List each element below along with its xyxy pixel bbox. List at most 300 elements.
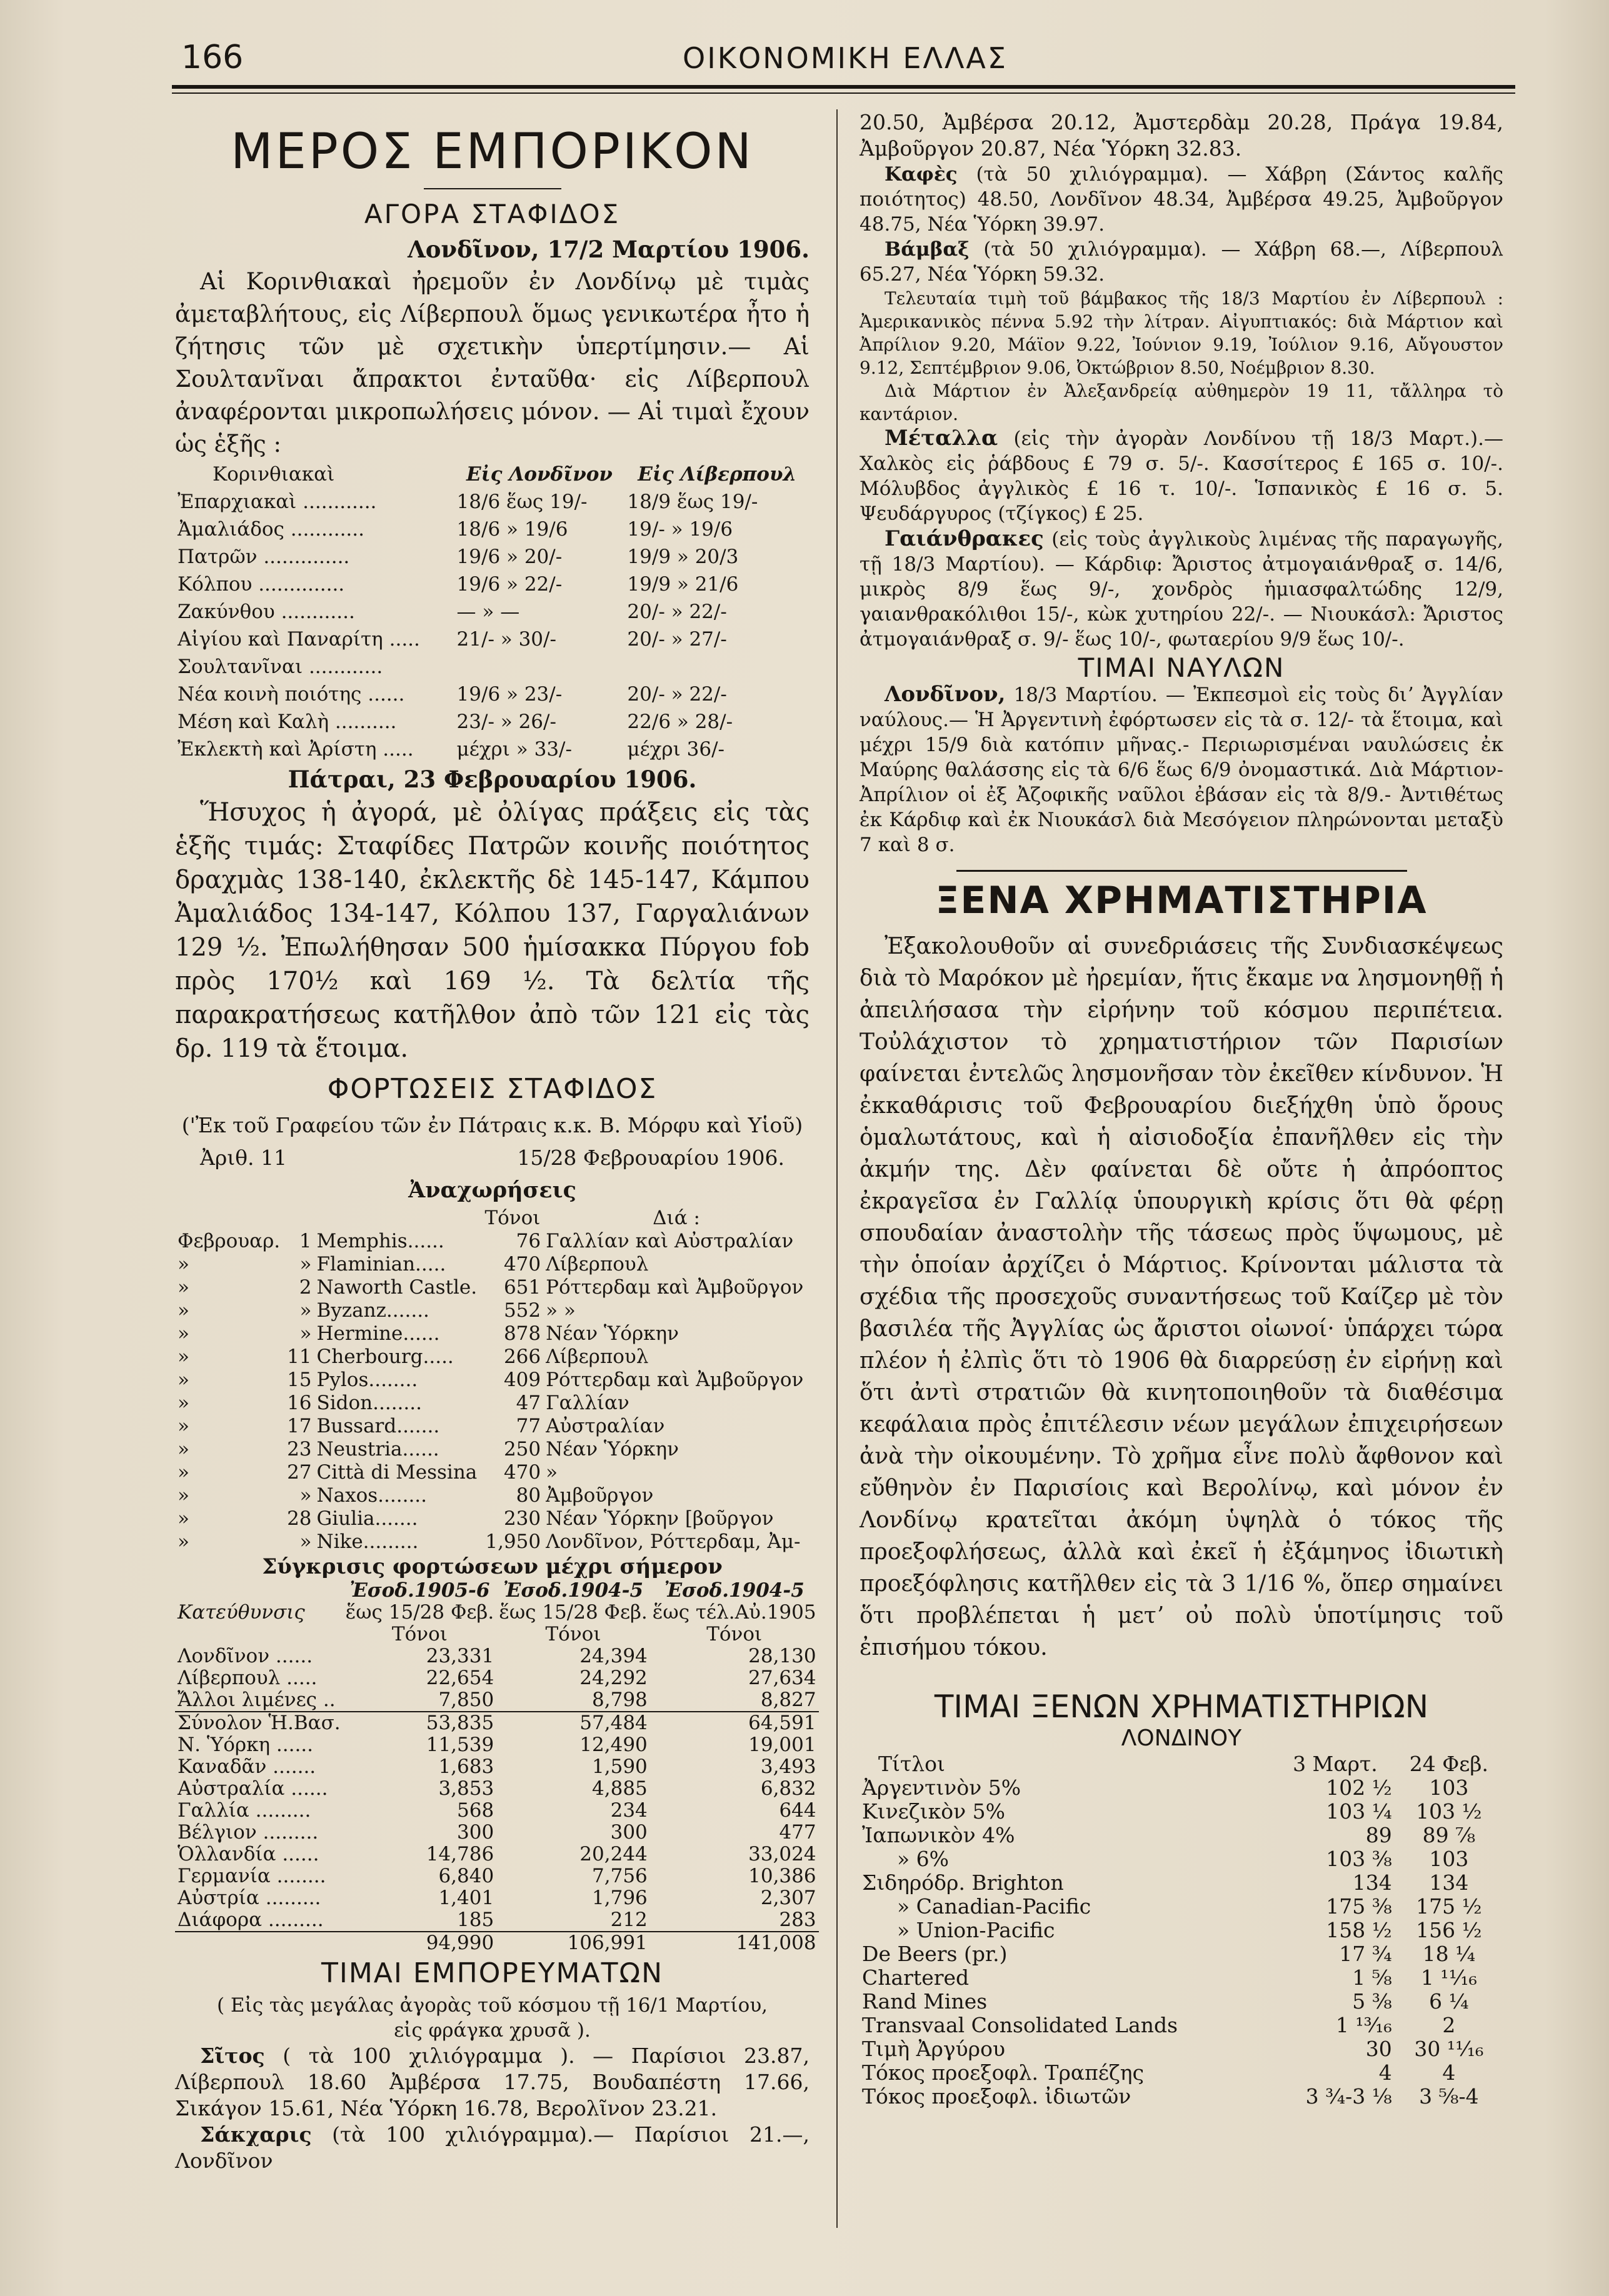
right-column	[860, 109, 1503, 2228]
dep-tons: 77	[516, 1415, 541, 1437]
comparison-years	[175, 1580, 819, 1602]
table-row	[175, 1865, 819, 1887]
comp-val: 1,683	[438, 1755, 494, 1778]
comparison-table	[175, 1580, 819, 1954]
table-row	[175, 1369, 810, 1392]
comp-dest: Λονδῖνον ......	[178, 1645, 313, 1667]
comp-dest: Καναδᾶν .......	[178, 1755, 316, 1778]
bond-price: 30 ¹¹⁄₁₆	[1414, 2037, 1484, 2061]
price-london: 19/6 » 20/-	[456, 546, 563, 568]
dep-day: »	[299, 1484, 312, 1507]
table-row	[175, 1756, 819, 1778]
naulon-label: Λονδῖνον,	[885, 682, 1006, 707]
vamvax-label: Βάμβαξ	[885, 238, 970, 261]
dep-ship: Naxos........	[316, 1484, 428, 1507]
comp-val: 2,307	[760, 1887, 816, 1909]
bond-name: Ἀργεντινὸν 5%	[862, 1775, 1021, 1800]
dep-tons: 47	[516, 1392, 541, 1414]
bond-price: 103 ¼	[1326, 1799, 1392, 1824]
dep-ship: Sidon........	[316, 1392, 422, 1414]
dep-tons: 470	[503, 1253, 541, 1275]
dep-month: »	[178, 1507, 189, 1530]
dep-ship: Giulia.......	[316, 1507, 418, 1530]
dep-ship: Memphis......	[316, 1230, 444, 1252]
table-row	[175, 1276, 810, 1299]
bond-table-header	[860, 1752, 1503, 1776]
table-row	[175, 1800, 819, 1822]
price-variety: Μέση καὶ Καλὴ ..........	[178, 711, 397, 733]
comp-val: 57,484	[496, 1712, 650, 1734]
comparison-subhead-cell: ἕως 15/28 Φεβ.	[499, 1601, 648, 1624]
dep-ship: Città di Messina	[316, 1461, 478, 1484]
comp-val: 477	[779, 1821, 816, 1844]
dep-ship: Cherbourg.....	[316, 1345, 454, 1368]
dep-ship: Bussard.......	[316, 1415, 440, 1437]
table-row	[175, 1253, 810, 1276]
bond-name: Ἰαπωνικὸν 4%	[862, 1823, 1015, 1847]
dep-tons: 76	[516, 1230, 541, 1252]
dep-tons: 80	[516, 1484, 541, 1507]
header-rule-thin	[172, 92, 1515, 94]
bond-price: 18 ¼	[1422, 1942, 1476, 1966]
table-row	[175, 543, 810, 571]
bond-price: 1 ¹³⁄₁₆	[1335, 2013, 1392, 2037]
price-variety: Νέα κοινὴ ποιότης ......	[178, 683, 405, 706]
comp-val: 14,786	[426, 1843, 494, 1865]
bond-name: Τόκος προεξοφλ. ἰδιωτῶν	[862, 2084, 1131, 2109]
price-variety: Ζακύνθου ............	[178, 601, 355, 623]
left-column	[175, 109, 816, 2228]
dep-tons: 250	[503, 1438, 541, 1460]
table-row	[175, 1345, 810, 1369]
kafes-text: (τὰ 50 χιλιόγραμμα). — Χάβρη (Σάντος καλῆς ποιότητος) 48.50, Λονδῖνον 48.34, Ἀμβέρσα 49.25, Ἀμβοῦργον 48.75, Νέα Ὑόρκη 39.97.	[860, 163, 1503, 236]
dep-dest: Ρόττερδαμ καὶ Ἀμβοῦργον	[546, 1369, 804, 1391]
price-head-kind: Κορινθιακαὶ	[213, 463, 335, 486]
comp-dest: Ἄλλοι λιμένες ..	[178, 1689, 336, 1711]
dep-month: »	[178, 1530, 189, 1553]
title-separator	[424, 188, 561, 189]
price-london: 21/- » 30/-	[456, 628, 556, 651]
column-divider	[836, 109, 838, 2228]
section-title: ΜΕΡΟΣ ΕΜΠΟΡΙΚΟΝ	[231, 124, 754, 180]
table-row	[175, 1909, 819, 1932]
anthrakes-text: (εἰς τοὺς ἀγγλικοὺς λιμένας τῆς παραγωγῆς, τῇ 18/3 Μαρτίου). — Κάρδιφ: Ἄριστος ἀτμογαιάνθραξ σ. 14/6, μικρὸς 8/9 ἕως 9/-, χονδρὸς ἡμιασφαλτώδης 12/9, γαιανθρακόλιθοι 15/-, κὼκ χυτηρίου 22/-. — Νιουκάσλ: Ἄριστος ἀτμογαιάνθραξ σ. 9/- ἕως 10/-, φωταερίου 9/9 ἕως 10/-.	[860, 528, 1503, 651]
shipments-title: ΦΟΡΤΩΣΕΙΣ ΣΤΑΦΙΔΟΣ	[327, 1073, 658, 1105]
departures-head-tons: Τόνοι	[484, 1207, 541, 1229]
dep-month: »	[178, 1438, 189, 1460]
dep-dest: Νέαν Ὑόρκην	[546, 1438, 679, 1460]
table-row	[860, 1942, 1503, 1966]
comp-val: 7,756	[592, 1865, 648, 1887]
london-subtitle: ΛΟΝΔΙΝΟΥ	[1121, 1725, 1242, 1751]
kafes-paragraph	[860, 162, 1503, 237]
naulon-text: 18/3 Μαρτίου. — Ἐκπεσμοὶ εἰς τοὺς διʼ Ἀγγλίαν ναύλους.— Ἡ Ἀργεντινὴ ἐφόρτωσεν εἰς τὰ σ. 12/- τὰ ἕτοιμα, καὶ μέχρι 15/9 διὰ κατόπιν μῆνας.- Περιωρισμέναι ναυλώσεις ἐκ Μαύρης θαλάσσης εἰς τὰ 6/6 ἕως 6/9 ὀνομαστικά. Διὰ Μάρτιον-Ἀπρίλιον οἱ ἐξ Ἀζοφικῆς ναῦλοι ἐβάσαν εἰς τὰ 8/9.- Ἀντιθέτως ἐκ Κάρδιφ καὶ ἐκ Νιουκάσλ διὰ Μεσόγειον πληρώνονται μεταξὺ 7 καὶ 8 σ.	[860, 684, 1503, 856]
price-variety: Σουλτανῖναι ............	[178, 656, 383, 678]
comp-total: 141,008	[650, 1932, 819, 1954]
bond-name: Rand Mines	[862, 1989, 988, 2014]
dep-month: »	[178, 1415, 189, 1437]
bond-price: 175 ½	[1416, 1894, 1482, 1919]
shipments-number: Ἀριθ. 11	[200, 1146, 288, 1170]
dep-day: »	[299, 1530, 312, 1553]
comp-val: 300	[457, 1821, 494, 1844]
comp-val: 22,654	[426, 1667, 494, 1689]
comp-val: 10,386	[748, 1865, 816, 1887]
bond-price: 158 ½	[1326, 1918, 1392, 1942]
comparison-year: Ἐσοδ.1904-5	[503, 1579, 644, 1602]
kafes-label: Καφὲς	[885, 163, 958, 186]
table-row	[175, 488, 810, 516]
dep-month: »	[178, 1484, 189, 1507]
comp-dest: Γερμανία ........	[178, 1865, 326, 1887]
dep-month: »	[178, 1322, 189, 1345]
dep-month: »	[178, 1345, 189, 1368]
sitos-label: Σῖτος	[200, 2044, 265, 2068]
page-number: 166	[181, 39, 244, 76]
comp-val: 20,244	[579, 1843, 648, 1865]
price-variety: Ἀμαλιάδος ............	[178, 518, 364, 541]
comp-dest: Γαλλία .........	[178, 1799, 311, 1822]
table-row	[175, 516, 810, 543]
comp-total: 94,990	[343, 1932, 497, 1954]
bond-price: 102 ½	[1326, 1775, 1392, 1800]
table-row	[175, 653, 810, 681]
price-london: 19/6 » 23/-	[456, 683, 563, 706]
table-row	[860, 1776, 1503, 1800]
comp-val: 1,796	[592, 1887, 648, 1909]
dep-tons: 552	[503, 1299, 541, 1322]
dep-day: »	[299, 1299, 312, 1322]
dep-dest: » »	[546, 1299, 576, 1322]
bond-name: » Union-Pacific	[897, 1918, 1055, 1942]
bond-price: 103 ½	[1416, 1799, 1482, 1824]
comp-val: 1,401	[438, 1887, 494, 1909]
departures-title: Ἀναχωρήσεις	[408, 1177, 576, 1203]
bond-price-table	[860, 1752, 1503, 2109]
comparison-year: Ἐσοδ.1904-5	[664, 1579, 804, 1602]
table-row	[175, 598, 810, 626]
comparison-units	[175, 1624, 819, 1645]
comp-val: 23,331	[426, 1645, 494, 1667]
bond-price: 156 ½	[1416, 1918, 1482, 1942]
sakchar-label: Σάκχαρις	[200, 2122, 312, 2147]
sakchar-paragraph	[175, 2122, 810, 2174]
comparison-subhead-cell: ἕως τέλ.Αὐ.1905	[652, 1601, 816, 1624]
comp-val: 212	[610, 1909, 648, 1931]
naulon-paragraph	[860, 682, 1503, 857]
table-row	[175, 1667, 819, 1689]
dep-day: 17	[287, 1415, 312, 1437]
departures-head-dest: Διά :	[653, 1207, 700, 1229]
bond-price: 103	[1429, 1775, 1469, 1800]
price-head-liverpool: Εἰς Λίβερπουλ	[638, 463, 797, 486]
bond-price: 2	[1442, 2013, 1456, 2037]
dep-dest: »	[546, 1461, 558, 1484]
price-liverpool: 19/9 » 20/3	[627, 546, 739, 568]
bond-name: De Beers (pr.)	[862, 1942, 1008, 1966]
table-row	[175, 1230, 810, 1253]
table-row	[860, 1990, 1503, 2014]
comp-val: 4,885	[592, 1777, 648, 1800]
prices-note: ( Εἰς τὰς μεγάλας ἀγορὰς τοῦ κόσμου τῇ 16/1 Μαρτίου, εἰς φράγκα χρυσᾶ ).	[216, 1994, 768, 2042]
comparison-subhead-cell: ἕως 15/28 Φεβ.	[345, 1601, 494, 1624]
patrai-paragraph: Ἥσυχος ἡ ἀγορά, μὲ ὀλίγας πράξεις εἰς τὰς ἑξῆς τιμάς: Σταφίδες Πατρῶν κοινῆς ποιότητος δραχμὰς 138-140, ἐκλεκτῆς δὲ 145-147, Κάμπου Ἀμαλιάδος 134-147, Κόλπου 137, Γαργαλιάνων 129 ½. Ἐπωλήθησαν 500 ἡμίσακκα Πύργου fob πρὸς 170½ καὶ 169 ½. Τὰ δελτία τῆς παρακρατήσεως κατῆλθον ἀπὸ τῶν 121 εἰς τὰς δρ. 119 τὰ ἕτοιμα.	[175, 798, 810, 1063]
bond-price: 134	[1429, 1870, 1469, 1895]
dep-dest: Λίβερπουλ	[546, 1345, 649, 1368]
comp-val: 11,539	[426, 1734, 494, 1756]
dep-day: 27	[287, 1461, 312, 1484]
patrai-dateline: Πάτραι, 23 Φεβρουαρίου 1906.	[288, 766, 697, 793]
bond-price: 89 ⅞	[1422, 1823, 1476, 1847]
table-row	[175, 1689, 819, 1712]
sitos-paragraph	[175, 2043, 810, 2122]
price-liverpool: μέχρι 36/-	[627, 738, 725, 761]
table-row	[175, 1645, 819, 1667]
comp-val: 24,292	[579, 1667, 648, 1689]
prices-title: ΤΙΜΑΙ ΕΜΠΟΡΕΥΜΑΤΩΝ	[321, 1957, 664, 1989]
price-london	[454, 653, 625, 681]
comp-val: 8,827	[760, 1689, 816, 1711]
dep-dest: Νέαν Ὑόρκην [βοῦργον	[546, 1507, 774, 1530]
foreign-bourse-title: ΤΙΜΑΙ ΞΕΝΩΝ ΧΡΗΜΑΤΙΣΤΗΡΙΩΝ	[934, 1689, 1429, 1725]
metalla-paragraph	[860, 426, 1503, 526]
dep-month: »	[178, 1392, 189, 1414]
dep-tons: 878	[503, 1322, 541, 1345]
dep-day: 23	[287, 1438, 312, 1460]
vamvax-paragraph-2: Τελευταία τιμὴ τοῦ βάμβακος τῆς 18/3 Μαρτίου ἐν Λίβερπουλ : Ἀμερικανικὸς πέννα 5.92 τὴν λίτραν. Αἰγυπτιακός: διὰ Μάρτιον καὶ Ἀπρίλιον 9.20, Μάϊον 9.22, Ἰούνιον 9.19, Ἰούλιον 9.16, Αὔγουστον 9.12, Σεπτέμβριον 9.06, Ὀκτώβριον 8.50, Νοέμβριον 8.30.	[860, 288, 1503, 378]
continued-prices: 20.50, Ἀμβέρσα 20.12, Ἀμστερδὰμ 20.28, Πράγα 19.84, Ἀμβοῦργον 20.87, Νέα Ὑόρκη 32.83.	[860, 110, 1503, 161]
bond-name: » 6%	[897, 1847, 950, 1871]
comp-val: 300	[610, 1821, 648, 1844]
dep-dest: Νέαν Ὑόρκην	[546, 1322, 679, 1345]
price-liverpool: 19/- » 19/6	[627, 518, 733, 541]
dep-tons: 1,950	[485, 1530, 541, 1553]
vamvax-text: (τὰ 50 χιλιόγραμμα). — Χάβρη 68.—, Λίβερπουλ 65.27, Νέα Ὑόρκη 59.32.	[860, 238, 1503, 286]
bond-name: Transvaal Consolidated Lands	[862, 2013, 1178, 2037]
price-variety: Ἐκλεκτὴ καὶ Ἀρίστη .....	[178, 738, 414, 761]
comp-val: 1,590	[592, 1755, 648, 1778]
table-row	[860, 1847, 1503, 1871]
table-row	[175, 1507, 810, 1530]
table-row	[175, 708, 810, 736]
comp-val: 3,493	[760, 1755, 816, 1778]
table-row	[860, 2061, 1503, 2085]
dep-ship: Pylos........	[316, 1369, 418, 1391]
comp-val: 19,001	[748, 1734, 816, 1756]
table-row	[175, 1484, 810, 1507]
dep-day: 1	[299, 1230, 312, 1252]
comp-val: 53,835	[343, 1712, 497, 1734]
table-row	[175, 626, 810, 653]
bond-price: 5 ⅜	[1352, 1989, 1392, 2014]
shipments-date: 15/28 Φεβρουαρίου 1906.	[517, 1146, 784, 1170]
bond-price: 134	[1352, 1870, 1392, 1895]
table-row	[175, 1299, 810, 1322]
vamvax-paragraph	[860, 237, 1503, 287]
xena-title: ΞΕΝΑ ΧΡΗΜΑΤΙΣΤΗΡΙΑ	[935, 879, 1428, 922]
comp-dest: Σύνολον Ἡ.Βασ.	[175, 1712, 343, 1734]
table-row	[175, 1734, 819, 1756]
dep-ship: Nike.........	[316, 1530, 419, 1553]
bond-price: 3 ¾-3 ⅛	[1305, 2084, 1392, 2109]
table-row	[175, 1530, 810, 1554]
london-dateline: Λονδῖνον, 17/2 Μαρτίου 1906.	[408, 236, 810, 263]
bond-head-date2: 24 Φεβ.	[1409, 1752, 1488, 1776]
table-row	[860, 1871, 1503, 1895]
table-row	[175, 1844, 819, 1865]
bond-name: » Canadian-Pacific	[897, 1894, 1091, 1919]
comparison-unit: Τόνοι	[545, 1623, 601, 1645]
vamvax-paragraph-3: Διὰ Μάρτιον ἐν Ἀλεξανδρείᾳ αὐθημερὸν 19 11, τἄλληρα τὸ καντάριον.	[860, 381, 1503, 424]
bond-price: 4	[1442, 2060, 1456, 2085]
dep-dest: Αὐστραλίαν	[546, 1415, 665, 1437]
sitos-text: ( τὰ 100 χιλιόγραμμα ). — Παρίσιοι 23.87, Λίβερπουλ 18.60 Ἀμβέρσα 17.75, Βουδαπέστη 17.66, Σικάγον 15.61, Νέα Ὑόρκη 16.78, Βερολῖνον 23.21.	[175, 2044, 810, 2120]
dep-tons: 651	[503, 1276, 541, 1299]
comparison-year: Ἐσοδ.1905-6	[349, 1579, 490, 1602]
dep-day: »	[299, 1253, 312, 1275]
bond-price: 1 ⅝	[1352, 1965, 1392, 1990]
table-row	[175, 1322, 810, 1345]
bond-name: Σιδηρόδρ. Brighton	[862, 1870, 1064, 1895]
bond-price: 30	[1365, 2037, 1392, 2061]
comp-val: 64,591	[650, 1712, 819, 1734]
price-london: 23/- » 26/-	[456, 711, 556, 733]
price-liverpool: 20/- » 22/-	[627, 683, 727, 706]
price-liverpool: 18/9 ἕως 19/-	[627, 491, 758, 513]
sakchar-text: (τὰ 100 χιλιόγραμμα).— Παρίσιοι 21.—, Λονδῖνον	[175, 2122, 810, 2173]
price-london: 18/6 ἕως 19/-	[456, 491, 588, 513]
comp-val: 33,024	[748, 1843, 816, 1865]
dep-ship: Neustria......	[316, 1438, 439, 1460]
dep-dest: Γαλλίαν	[546, 1392, 629, 1414]
london-paragraph: Αἱ Κορινθιακαὶ ἠρεμοῦν ἐν Λονδίνῳ μὲ τιμὰς ἀμεταβλήτους, εἰς Λίβερπουλ ὅμως γενικωτέρα ἦτο ἡ ζήτησις τῶν μὲ σχετικὴν ὑπερτίμησιν.— Αἱ Σουλτανῖναι ἄπρακτοι ἐνταῦθα· εἰς Λίβερπουλ ἀναφέρονται μικροπωλήσεις μόνον. — Αἱ τιμαὶ ἔχουν ὡς ἑξῆς :	[175, 268, 810, 457]
comp-total-label	[175, 1932, 343, 1954]
xena-paragraph: Ἐξακολουθοῦν αἱ συνεδριάσεις τῆς Συνδιασκέψεως διὰ τὸ Μαρόκον μὲ ἠρεμίαν, ἥτις ἔκαμε να λησμονηθῇ ἡ ἀπειλήσασα τὴν εἰρήνην τοῦ κόσμου περιπέτεια. Τοὐλάχιστον τὸ χρηματιστήριον τῶν Παρισίων φαίνεται ἐντελῶς λησμονῆσαν τὸν ἐκεῖθεν κίνδυνον. Ἡ ἐκκαθάρισις τοῦ Φεβρουαρίου διεξήχθη ὑπὸ ὅρους ὁμαλωτάτους, καὶ ἡ αἰσιοδοξία ἐπανῆλθεν εἰς τὴν ἀκμήν της. Δὲν φαίνεται δὲ οὔτε ἡ ἀπρόοπτος ἐκραγεῖσα ἐν Γαλλίᾳ ὑπουργικὴ κρίσις ὅτι θὰ φέρῃ σπουδαίαν ἀναστολὴν τῆς τάσεως πρὸς ὕψωμους, μὲ τὴν ὁποίαν ἀρχίζει ὁ Μάρτιος. Κρίνονται μάλιστα τὰ σχέδια τῆς προσεχοῦς συναντήσεως τοῦ Καίζερ μὲ τὸν βασιλέα τῆς Ἀγγλίας ὡς ἄριστοι οἰωνοί· ὑπάρχει τώρα πλέον ἡ ἐλπὶς ὅτι τὸ 1906 θὰ διαρρεύσῃ ἐν εἰρήνῃ καὶ ὅτι ἀντὶ στρατιῶν θὰ κινητοποιηθοῦν τὰ διαθέσιμα κεφάλαια πρὸς ἐπιτέλεσιν νέων μεγάλων ἐπιχειρήσεων ἀνὰ τὴν οἰκουμένην. Τὸ χρῆμα εἶνε πολὺ ἄφθονον καὶ εὔθηνὸν ἐν Παρισίοις καὶ Βερολίνῳ, καὶ μόνον ἐν Λονδίνῳ κρατεῖται ἀκόμη ὑψηλὰ ὁ τόκος τῆς προεξοφλήσεως, ἀλλὰ καὶ ἐκεῖ ἡ ἐξάμηνος ἰδιωτικὴ προεξόφλησις κατῆλθεν εἰς τὰ 3 1/16 %, ὅπερ σημαίνει ὅτι προβλέπεται ἡ μετʼ οὐ πολὺ ὑποτίμησις τοῦ ἐπισήμου τόκου.	[860, 934, 1503, 1660]
comp-dest: Διάφορα .........	[178, 1909, 324, 1931]
comparison-subhead-cell: Κατεύθυνσις	[178, 1601, 305, 1624]
dep-day: »	[299, 1322, 312, 1345]
dep-month: »	[178, 1253, 189, 1275]
comp-dest: Βέλγιον .........	[178, 1821, 319, 1844]
comp-val: 644	[779, 1799, 816, 1822]
bond-price: 103	[1429, 1847, 1469, 1871]
comp-dest: Αὐστρία .........	[178, 1887, 321, 1909]
comp-val: 185	[457, 1909, 494, 1931]
comp-val: 234	[610, 1799, 648, 1822]
bond-price: 175 ⅜	[1326, 1894, 1392, 1919]
table-row	[175, 736, 810, 763]
price-variety: Αἰγίου καὶ Παναρίτη .....	[178, 628, 420, 651]
dep-month: »	[178, 1276, 189, 1299]
comp-val: 568	[457, 1799, 494, 1822]
comp-val: 12,490	[579, 1734, 648, 1756]
comparison-subhead	[175, 1602, 819, 1624]
price-liverpool: 22/6 » 28/-	[627, 711, 733, 733]
price-variety: Ἐπαρχιακαὶ ............	[178, 491, 377, 513]
anthrakes-paragraph	[860, 526, 1503, 652]
price-liverpool	[624, 653, 810, 681]
price-liverpool: 20/- » 27/-	[627, 628, 727, 651]
dep-dest: Γαλλίαν καὶ Αὐστραλίαν	[546, 1230, 794, 1252]
comp-val: 24,394	[579, 1645, 648, 1667]
dep-dest: Λονδῖνον, Ρόττερδαμ, Ἀμ-	[546, 1530, 801, 1553]
comp-total: 106,991	[496, 1932, 650, 1954]
naulon-title: ΤΙΜΑΙ ΝΑΥΛΩΝ	[1078, 652, 1285, 683]
table-row	[175, 1415, 810, 1438]
price-london: 18/6 » 19/6	[456, 518, 568, 541]
price-head-london: Εἰς Λονδῖνον	[466, 463, 613, 486]
shipments-source: ('Ἐκ τοῦ Γραφείου τῶν ἐν Πάτραις κ.κ. Β. Μόρφυ καὶ Υἱοῦ)	[181, 1113, 803, 1137]
table-row	[175, 1822, 819, 1844]
dep-day: 2	[299, 1276, 312, 1299]
metalla-label: Μέταλλα	[885, 426, 998, 451]
table-row	[175, 1712, 819, 1734]
dep-day: 16	[287, 1392, 312, 1414]
dep-tons: 266	[503, 1345, 541, 1368]
price-variety: Κόλπου ..............	[178, 573, 345, 596]
comp-dest: Λίβερπουλ .....	[178, 1667, 318, 1689]
comp-dest: Αὐστραλία ......	[178, 1777, 328, 1800]
dep-ship: Naworth Castle.	[316, 1276, 478, 1299]
comp-val: 6,840	[438, 1865, 494, 1887]
dep-ship: Byzanz.......	[316, 1299, 429, 1322]
dep-dest: Ἀμβοῦργον	[546, 1484, 654, 1507]
raisin-price-table	[175, 461, 810, 763]
comparison-unit: Τόνοι	[391, 1623, 448, 1645]
agora-title: ΑΓΟΡΑ ΣΤΑΦΙΔΟΣ	[364, 199, 621, 229]
comp-val: 6,832	[760, 1777, 816, 1800]
price-variety: Πατρῶν ..............	[178, 546, 350, 568]
comparison-total	[175, 1932, 819, 1954]
price-london: 19/6 » 22/-	[456, 573, 563, 596]
xena-top-rule	[956, 870, 1407, 872]
table-row	[175, 1392, 810, 1415]
dep-tons: 409	[503, 1369, 541, 1391]
bond-price: 1 ¹¹⁄₁₆	[1420, 1965, 1477, 1990]
bond-head-title: Τίτλοι	[878, 1752, 945, 1776]
price-london: — » —	[456, 601, 520, 623]
bond-price: 3 ⅝-4	[1419, 2084, 1479, 2109]
dep-dest: Λίβερπουλ	[546, 1253, 649, 1275]
price-table-header	[175, 461, 810, 488]
table-row	[860, 2085, 1503, 2109]
dep-dest: Ρόττερδαμ καὶ Ἀμβοῦργον	[546, 1276, 804, 1299]
table-row	[175, 1461, 810, 1484]
price-london: μέχρι » 33/-	[456, 738, 572, 761]
comp-val: 3,853	[438, 1777, 494, 1800]
shipments-meta	[175, 1142, 810, 1174]
dep-month: »	[178, 1299, 189, 1322]
comp-val: 28,130	[748, 1645, 816, 1667]
comparison-title: Σύγκρισις φορτώσεων μέχρι σήμερον	[262, 1554, 723, 1579]
table-row	[860, 1966, 1503, 1990]
dep-day: 28	[287, 1507, 312, 1530]
running-title: ΟΙΚΟΝΟΜΙΚΗ ΕΛΛΑΣ	[683, 41, 1008, 75]
comp-dest: Ὁλλανδία ......	[178, 1843, 319, 1865]
table-row	[860, 1895, 1503, 1919]
comp-val: 7,850	[438, 1689, 494, 1711]
departures-header	[175, 1207, 810, 1230]
table-row	[175, 681, 810, 708]
departures-table	[175, 1207, 810, 1554]
table-row	[860, 1919, 1503, 1942]
comparison-unit: Τόνοι	[706, 1623, 763, 1645]
price-liverpool: 20/- » 22/-	[627, 601, 727, 623]
header-rule	[172, 85, 1515, 89]
anthrakes-label: Γαιάνθρακες	[885, 526, 1044, 551]
bond-price: 6 ¼	[1429, 1989, 1469, 2014]
table-row	[860, 1824, 1503, 1847]
